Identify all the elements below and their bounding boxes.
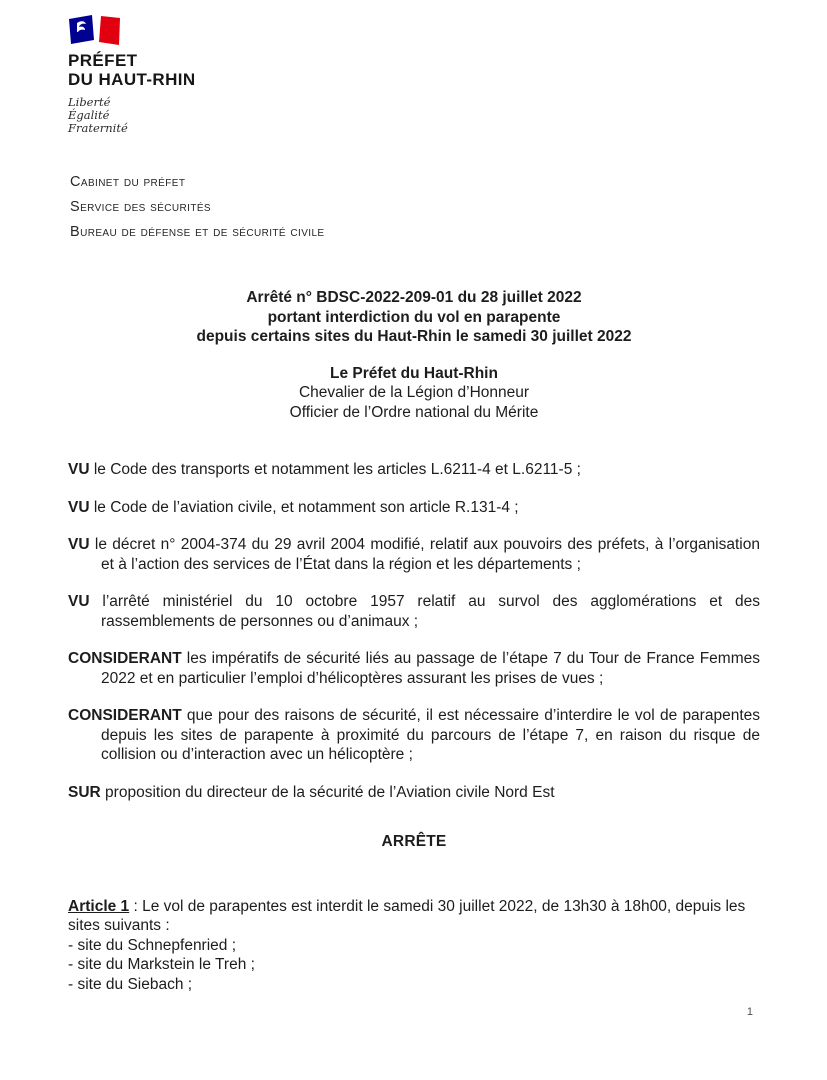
recital-considerant-2 [68,706,760,765]
document-body [68,288,760,994]
page-number: 1 [746,1006,753,1018]
service-line-securites: Service des sécurités [70,199,211,215]
recital-text: que pour des raisons de sécurité, il est nécessaire d’interdire le vol de parapentes depuis les sites de parapente à proximité du parcours de l’étape 7, en raison du risque de collision ou d’interaction avec un hélicoptère ; [101,707,761,763]
recital-keyword: VU [68,498,90,516]
recital-vu-1 [68,460,760,480]
motto-liberte: Liberté [68,95,111,109]
authority-name: Le Préfet du Haut-Rhin [330,364,498,382]
authority-title-1: Chevalier de la Légion d’Honneur [298,384,530,401]
recitals-section [68,460,760,802]
authority-title-2: Officier de l’Ordre national du Mérite [289,403,539,421]
service-line-bureau: Bureau de défense et de sécurité civile [70,224,325,240]
site-item-schnepfenried: - site du Schnepfenried ; [68,936,237,954]
recital-text: le décret n° 2004-374 du 29 avril 2004 modifié, relatif aux pouvoirs des préfets, à l’organisation et à l’action des services de l’État dans la région et les départements ; [94,536,760,573]
motto-fraternite: Fraternité [68,121,128,135]
recital-vu-4 [68,592,760,631]
recital-sur [68,783,760,803]
article-1-text: : Le vol de parapentes est interdit le samedi 30 juillet 2022, de 13h30 à 18h00, depuis les sites suivants : [68,897,746,934]
recital-text: le Code des transports et notamment les articles L.6211-4 et L.6211-5 ; [93,461,581,478]
recital-text: le Code de l’aviation civile, et notamment son article R.131-4 ; [93,498,519,516]
article-1-label: Article 1 [68,897,130,915]
site-item-siebach: - site du Siebach ; [68,975,193,993]
recital-keyword: VU [68,536,90,553]
recital-text: proposition du directeur de la sécurité de l’Aviation civile Nord Est [105,783,555,801]
signing-authority [68,364,760,423]
recital-vu-3 [68,535,760,574]
article-1-site-list [68,936,760,995]
issuing-service-block [70,170,324,245]
recital-keyword: VU [68,461,90,478]
recital-considerant-1 [68,649,760,688]
prefecture-name-line1: PRÉFET [68,51,138,70]
recital-keyword: SUR [68,783,101,801]
motto [68,96,196,135]
recital-keyword: VU [68,593,90,610]
recital-keyword: CONSIDERANT [68,650,182,667]
prefecture-name-line2: DU HAUT-RHIN [68,70,196,89]
title-line-2: portant interdiction du vol en parapente [267,308,561,326]
decree-heading: ARRÊTE [381,833,447,850]
title-line-1: Arrêté n° BDSC-2022-209-01 du 28 juillet 2022 [246,289,582,306]
site-item-markstein: - site du Markstein le Treh ; [68,956,255,973]
article-1-paragraph [68,897,760,936]
recital-text: l’arrêté ministériel du 10 octobre 1957 relatif au survol des agglomérations et des rassemblements de personnes ou d’animaux ; [101,593,761,630]
recital-vu-2 [68,498,760,518]
document-title [68,288,760,347]
motto-egalite: Égalité [68,108,110,122]
french-flag-marianne-icon [68,14,124,47]
title-line-3: depuis certains sites du Haut-Rhin le samedi 30 juillet 2022 [196,328,632,345]
recital-text: les impératifs de sécurité liés au passage de l’étape 7 du Tour de France Femmes 2022 et en particulier l’emploi d’hélicoptères assurant les prises de vues ; [101,650,760,687]
article-1 [68,897,760,995]
recital-keyword: CONSIDERANT [68,707,182,724]
service-line-cabinet: Cabinet du préfet [70,174,186,190]
prefecture-logo [68,14,196,135]
